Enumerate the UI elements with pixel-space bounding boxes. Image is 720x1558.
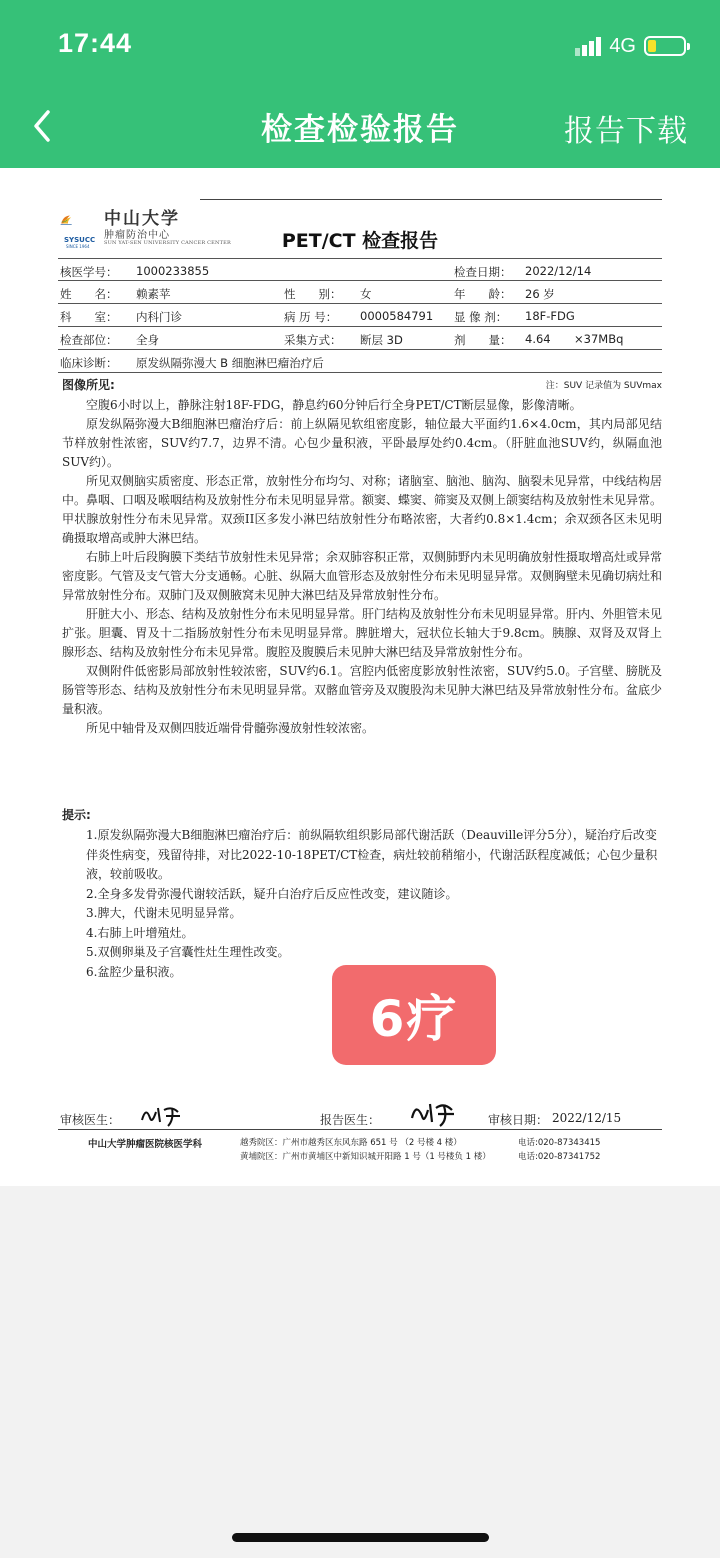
download-report-button[interactable]: 报告下载 (564, 114, 688, 149)
value-tracer: 18F-FDG (525, 309, 575, 323)
page-title: 检查检验报告 (261, 112, 459, 148)
findings-paragraph: 所见中轴骨及双侧四肢近端骨骨髓弥漫放射性较浓密。 (86, 721, 375, 735)
label-diagnosis: 临床诊断： (60, 356, 118, 370)
value-dept: 内科门诊 (136, 310, 182, 324)
label-tracer: 显 像 剂： (454, 310, 508, 324)
logo-abbr: SYSUCC (64, 236, 96, 244)
hospital-name: 中山大学 (104, 209, 180, 229)
value-review-date: 2022/12/15 (552, 1111, 622, 1125)
status-icons (575, 34, 686, 58)
tip-item: 5.双侧卵巢及子宫囊性灶生理性改变。 (86, 945, 290, 959)
hospital-subname: 肿瘤防治中心 (104, 230, 170, 241)
label-dose: 剂 量： (454, 333, 512, 347)
tip-item: 2.全身多发骨弥漫代谢较活跃，疑升白治疗后反应性改变，建议随诊。 (86, 886, 458, 901)
findings-paragraph: 所见双侧脑实质密度、形态正常，放射性分布均匀、对称；诸脑室、脑池、脑沟、脑裂未见异常，中线结构居中。鼻咽、口咽及喉咽结构及放射性分布未见明显异常。额窦、蝶窦、筛窦及双侧上颌窦结构及放射性未见异常。甲状腺放射性分布未见异常。双颈II区多发小淋巴结放射性分布略浓密，大者约0.8×1.4cm；余双颈各区未见明确摄取增高或肿大淋巴结。 (62, 474, 663, 545)
footer-phone-2: 电话:020-87341752 (518, 1152, 601, 1162)
app-header (0, 0, 720, 168)
info-row (58, 281, 662, 304)
label-nuclide-no: 核医学号： (60, 265, 118, 279)
tip-item: 1.原发纵隔弥漫大B细胞淋巴瘤治疗后：前纵隔软组织影局部代谢活跃（Deauville评分5分），疑治疗后改变伴炎性病变，残留待排，对比2022-10-18PET/CT检查，病灶较前稍缩小，代谢活跃程度减低；心包少量积液，较前吸收。 (86, 828, 658, 881)
logo-since: SINCE 1964 (66, 244, 90, 249)
footer-address-1: 越秀院区：广州市越秀区东风东路 651 号 （2 号楼 4 楼） (240, 1138, 462, 1148)
value-sex: 女 (360, 287, 372, 301)
label-reporter: 报告医生： (320, 1113, 381, 1127)
value-nuclide-no: 1000233855 (136, 264, 210, 278)
value-record: 0000584791 (360, 309, 434, 323)
findings-paragraph: 肝脏大小、形态、结构及放射性分布未见明显异常。肝门结构及放射性分布未见明显异常。肝内、外胆管未见扩张。胆囊、胃及十二指肠放射性分布未见明显异常。脾脏增大，冠状位长轴大于9.8cm。胰腺、双肾及双肾上腺形态、结构及放射性分布未见异常。腹腔及腹膜后未见肿大淋巴结及异常放射性分布。 (62, 607, 663, 659)
report-title: PET/CT 检查报告 (281, 230, 439, 252)
value-mode: 断层 3D (360, 333, 403, 347)
value-dose: 4.64 (525, 332, 551, 346)
back-arrow-icon[interactable] (30, 108, 56, 144)
label-exam-date: 检查日期： (454, 265, 512, 279)
status-time: 17:44 (58, 28, 133, 58)
value-site: 全身 (136, 333, 159, 347)
reviewer-signature (138, 1102, 186, 1128)
signal-icon (575, 36, 601, 56)
findings-paragraph: 原发纵隔弥漫大B细胞淋巴瘤治疗后：前上纵隔见软组密度影，轴位最大平面约1.6×4.0cm，其内局部见结节样放射性浓密，SUV约7.7，边界不清。心包少量积液，平卧最厚处约0.4cm。（肝脏血池SUV约，纵隔血池SUV约）。 (62, 417, 662, 469)
footer-dept: 中山大学肿瘤医院核医学科 (88, 1139, 203, 1150)
footer-phone-1: 电话:020-87343415 (518, 1138, 601, 1148)
findings-paragraph: 右肺上叶后段胸膜下类结节放射性未见异常；余双肺容积正常，双侧肺野内未见明确放射性摄取增高灶或异常密度影。气管及支气管大分支通畅。心脏、纵隔大血管形态及放射性分布未见明显异常。双侧胸壁未见确切病灶和异常放射性分布。双肺门及双侧腋窝未见肿大淋巴结及异常放射性分布。 (62, 550, 663, 602)
network-type: 4G (609, 34, 636, 57)
label-age: 年 龄： (454, 287, 512, 301)
findings-paragraph: 空腹6小时以上，静脉注射18F-FDG，静息约60分钟后行全身PET/CT断层显像，影像清晰。 (86, 398, 582, 412)
value-diagnosis: 原发纵隔弥漫大 B 细胞淋巴瘤治疗后 (136, 356, 324, 370)
label-dept: 科 室： (60, 310, 118, 324)
info-row (58, 258, 662, 281)
label-name: 姓 名： (60, 287, 118, 301)
value-exam-date: 2022/12/14 (525, 264, 592, 278)
label-sex: 性 别： (284, 287, 342, 301)
tips-heading: 提示: (62, 808, 91, 822)
info-row (58, 304, 662, 327)
info-row (58, 327, 662, 350)
label-site: 检查部位： (60, 333, 118, 347)
reporter-signature (408, 1098, 460, 1128)
label-record: 病 历 号： (284, 310, 338, 324)
label-mode: 采集方式： (284, 333, 342, 347)
cycle-sticker: 6疗 (332, 965, 496, 1065)
home-indicator[interactable] (232, 1533, 489, 1542)
findings-body (62, 396, 662, 738)
label-reviewer: 审核医生： (60, 1113, 121, 1127)
footer-address-2: 黄埔院区：广州市黄埔区中新知识城开阳路 1 号（1 号楼负 1 楼） (240, 1152, 491, 1162)
value-dose-unit: ×37MBq (574, 332, 624, 346)
tip-item: 4.右肺上叶增殖灶。 (86, 925, 194, 940)
signature-row (58, 1106, 662, 1130)
hospital-english-name: SUN YAT-SEN UNIVERSITY CANCER CENTER (104, 240, 231, 246)
tip-item: 3.脾大，代谢未见明显异常。 (86, 906, 242, 920)
tips-list (62, 826, 662, 982)
report-document (0, 168, 720, 1186)
label-review-date: 审核日期： (488, 1113, 549, 1127)
value-age: 26 岁 (525, 287, 555, 301)
value-name: 赖素苹 (136, 287, 171, 301)
tip-item: 6.盆腔少量积液。 (86, 964, 182, 979)
info-row (58, 350, 662, 373)
suv-note: 注：SUV 记录值为 SUVmax (545, 381, 662, 391)
findings-heading: 图像所见: (62, 378, 115, 392)
header-rule (200, 199, 662, 200)
patient-info-table (58, 258, 662, 373)
findings-paragraph: 双侧附件低密影局部放射性较浓密，SUV约6.1。宫腔内低密度影放射性浓密，SUV约5.0。子宫壁、膀胱及肠管等形态、结构及放射性分布未见明显异常。双髂血管旁及双腹股沟未见肿大淋巴结及异常放射性分布。盆底少量积液。 (62, 664, 663, 716)
battery-icon (644, 36, 686, 56)
